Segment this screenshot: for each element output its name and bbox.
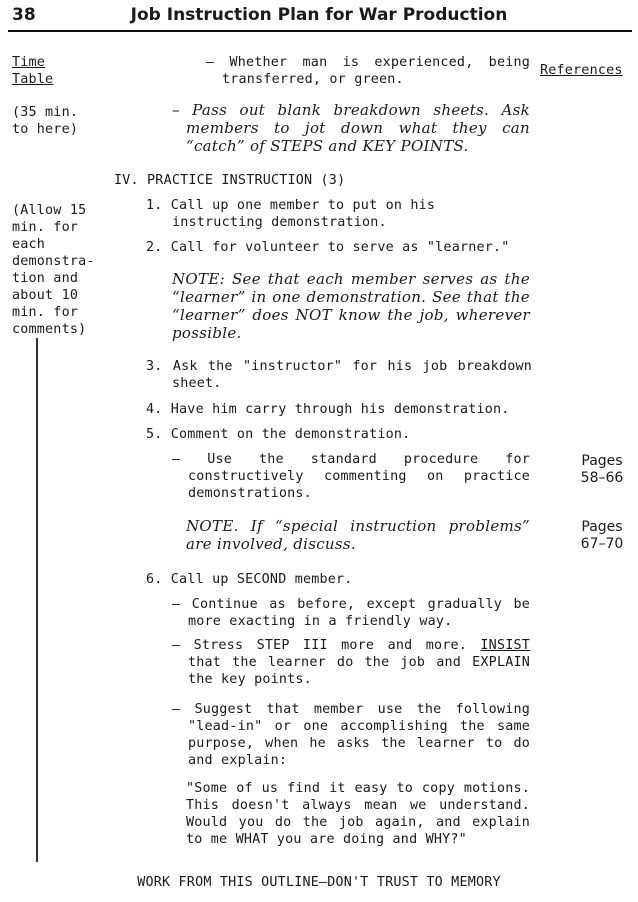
bullet-suggest: – Suggest that member use the following "lead-in" or one accomplishing the same purpose, when he asks the learner to do and explain: [172,702,530,768]
bullet-stress-insist: INSIST [480,638,530,653]
time-table-label: Time Table [12,55,54,87]
section-heading: IV. PRACTICE INSTRUCTION (3) [114,173,346,188]
item-5: 5. Comment on the demonstration. [146,427,411,442]
bullet-stress-post: that the learner do the job and EXPLAIN the key points. [188,655,530,687]
item-2: 2. Call for volunteer to serve as "learner." [146,240,510,255]
note-special: NOTE. If “special instruction problems” are involved, discuss. [186,517,530,553]
bullet-stress [172,637,530,688]
time-note-35min: (35 min. to here) [12,105,79,137]
bullet-stress-pre: – Stress STEP III more and more. [172,638,481,653]
reference-pages-67-70: Pages 67–70 [580,519,624,552]
item-6: 6. Call up SECOND member. [146,572,353,587]
item-1: 1. Call up one member to put on his instructing demonstration. [146,198,436,230]
item-4: 4. Have him carry through his demonstration. [146,402,510,417]
page-title: Job Instruction Plan for War Production [130,5,508,25]
footer-text: WORK FROM THIS OUTLINE—DON'T TRUST TO MEMORY [137,875,501,890]
time-bracket-line [36,338,38,862]
bullet-experienced: – Whether man is experienced, being transferred, or green. [206,55,530,87]
bullet-standard-procedure: – Use the standard procedure for constructively commenting on practice demonstrations. [172,452,530,501]
references-label: References [540,63,623,78]
item-3: 3. Ask the "instructor" for his job breakdown sheet. [146,359,532,391]
header-rule [8,30,632,32]
page-number: 38 [12,5,36,25]
bullet-continue [172,596,530,630]
bullet-continue-text: – Continue as before, except gradually be more exacting in a friendly way. [172,597,530,629]
pass-out-note: – Pass out blank breakdown sheets. Ask members to jot down what they can “catch” of STEPS and KEY POINTS. [172,101,530,155]
note-learner: NOTE: See that each member serves as the “learner” in one demonstration. See that the “learner” does NOT know the job, wherever possible. [172,270,530,342]
reference-pages-58-66: Pages 58–66 [580,453,624,486]
time-note-allow: (Allow 15 min. for each demonstra- tion and about 10 min. for comments) [12,203,95,337]
lead-in-quote: "Some of us find it easy to copy motions. This doesn't always mean we understand. Would you do the job again, and explain to me WHAT you are doing and WHY?" [186,781,530,847]
